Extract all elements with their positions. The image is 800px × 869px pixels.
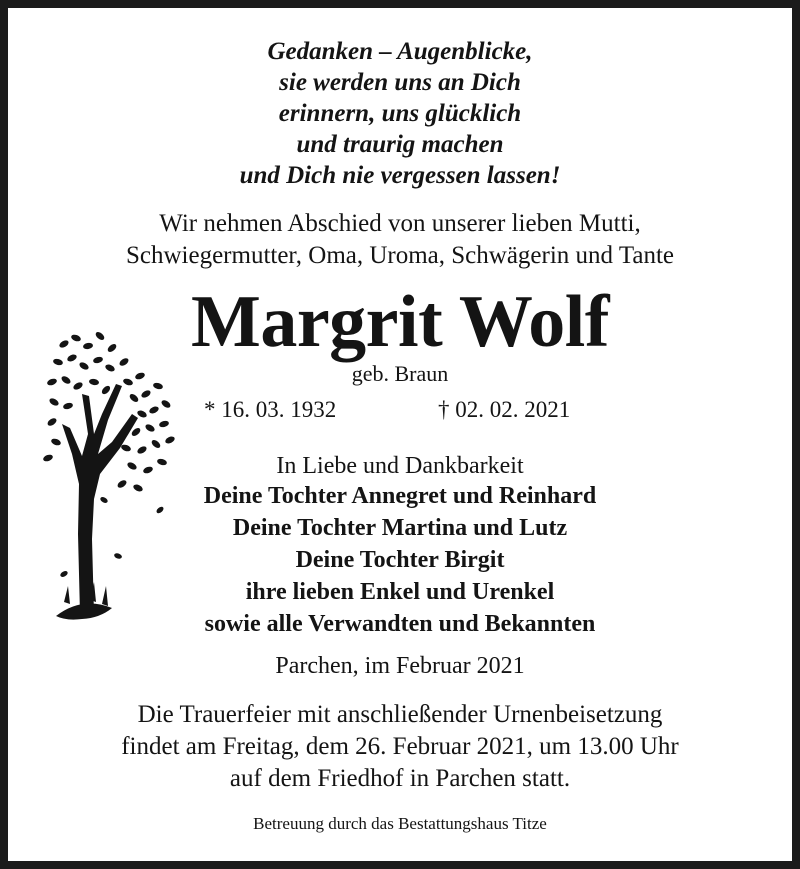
mourners-intro: In Liebe und Dankbarkeit — [276, 453, 524, 479]
mourner-line: ihre lieben Enkel und Urenkel — [245, 579, 555, 605]
mourner-line: Deine Tochter Martina und Lutz — [232, 515, 568, 541]
mourner-line: Deine Tochter Birgit — [295, 547, 505, 573]
ceremony-line: Die Trauerfeier mit anschließender Urnenbeisetzung — [137, 701, 663, 728]
intro-line: Schwiegermutter, Oma, Uroma, Schwägerin und Tante — [125, 242, 675, 269]
mourner-line: Deine Tochter Annegret und Reinhard — [203, 483, 597, 509]
tree-silhouette-icon — [42, 324, 182, 624]
poem-line: und Dich nie vergessen lassen! — [239, 162, 561, 189]
ceremony-line: findet am Freitag, dem 26. Februar 2021, um 13.00 Uhr — [121, 733, 679, 760]
mourner-line: sowie alle Verwandten und Bekannten — [204, 611, 596, 637]
ceremony-line: auf dem Friedhof in Parchen statt. — [229, 765, 571, 792]
place-date: Parchen, im Februar 2021 — [275, 653, 525, 679]
poem-line: sie werden uns an Dich — [279, 69, 521, 96]
maiden-name: geb. Braun — [351, 361, 449, 386]
funeral-home: Betreuung durch das Bestattungshaus Titze — [253, 814, 547, 833]
intro-line: Wir nehmen Abschied von unserer lieben Mutti, — [159, 210, 641, 237]
death-date: † 02. 02. 2021 — [438, 397, 571, 422]
poem-line: und traurig machen — [296, 131, 504, 158]
poem-line: Gedanken – Augenblicke, — [267, 38, 533, 65]
poem-line: erinnern, uns glücklich — [278, 100, 522, 127]
deceased-name: Margrit Wolf — [190, 281, 610, 363]
birth-date: * 16. 03. 1932 — [204, 397, 337, 422]
